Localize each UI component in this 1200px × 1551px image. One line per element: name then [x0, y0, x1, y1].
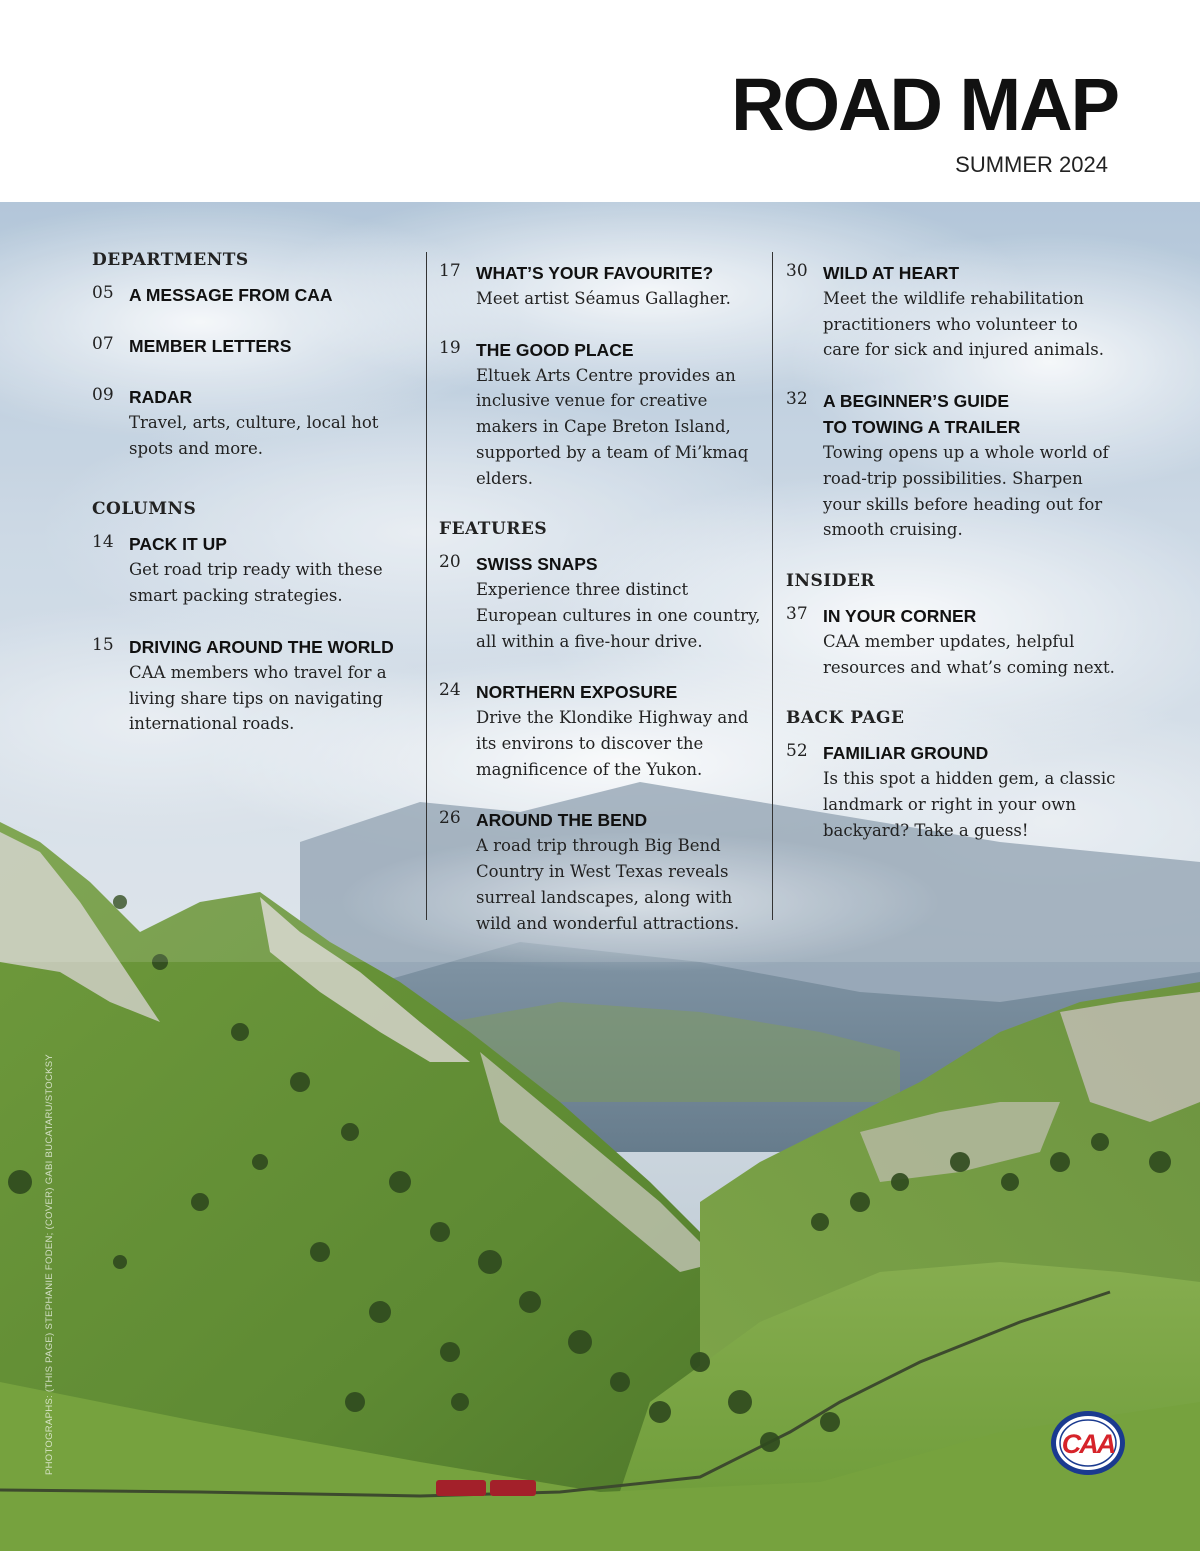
toc-entry[interactable] — [92, 333, 412, 359]
toc-entry[interactable] — [439, 337, 769, 492]
entry-description: Eltuek Arts Centre provides an inclusive venue for creative makers in Cape Breton Island, supported by a team of Mi’kmaq elders. — [476, 365, 749, 488]
section-unlabeled — [439, 260, 769, 491]
toc-entry[interactable] — [92, 282, 412, 308]
entry-title: MEMBER LETTERS — [129, 336, 292, 356]
page-number: 14 — [92, 532, 114, 553]
entry-title: DRIVING AROUND THE WORLD — [129, 636, 394, 657]
page-number: 05 — [92, 283, 114, 303]
section-insider — [786, 571, 1116, 680]
toc-column-2 — [439, 260, 769, 961]
entry-description: Travel, arts, culture, local hot spots and more. — [129, 413, 379, 458]
section-heading: BACK PAGE — [786, 708, 905, 729]
photo-credit: PHOTOGRAPHS: (THIS PAGE) STEPHANIE FODEN; (COVER) GABI BUCATARU/STOCKSY — [44, 1053, 55, 1475]
entry-description: Is this spot a hidden gem, a classic landmark or right in your own backyard? Take a guess! — [823, 769, 1116, 840]
entry-description: A road trip through Big Bend Country in West Texas reveals surreal landscapes, along with wild and wonderful attractions. — [476, 836, 740, 933]
section-departments — [92, 250, 412, 461]
toc-column-1 — [92, 250, 412, 762]
toc-entry[interactable] — [92, 634, 412, 737]
entry-description: Get road trip ready with these smart packing strategies. — [129, 560, 383, 606]
entry-title: RADAR — [129, 387, 193, 407]
section-heading: DEPARTMENTS — [92, 250, 249, 270]
entry-title: WHAT’S YOUR FAVOURITE? — [476, 263, 714, 283]
toc-entry[interactable] — [439, 551, 769, 654]
toc-entry[interactable] — [786, 388, 1116, 543]
entry-title: FAMILIAR GROUND — [823, 743, 989, 764]
page-number: 52 — [786, 741, 808, 762]
entry-title: NORTHERN EXPOSURE — [476, 682, 678, 703]
toc-entry[interactable] — [439, 260, 769, 312]
page-number: 30 — [786, 261, 808, 281]
issue-date: SUMMER 2024 — [955, 152, 1108, 177]
entry-description: CAA members who travel for a living share tips on navigating international roads. — [129, 662, 387, 734]
entry-description: Meet artist Séamus Gallagher. — [476, 289, 731, 308]
entry-title: A BEGINNER’S GUIDE TO TOWING A TRAILER — [823, 391, 1021, 438]
entry-description: Towing opens up a whole world of road-trip possibilities. Sharpen your skills before heading out for smooth cruising. — [823, 443, 1109, 540]
entry-title: A MESSAGE FROM CAA — [129, 285, 333, 305]
column-divider-1 — [426, 252, 427, 920]
page-number: 24 — [439, 680, 461, 701]
page-header — [0, 0, 1200, 202]
page-number: 17 — [439, 261, 461, 281]
logo-text: CAA — [1061, 1429, 1115, 1459]
section-heading: COLUMNS — [92, 499, 197, 520]
toc-entry[interactable] — [786, 260, 1116, 363]
page-number: 09 — [92, 385, 114, 405]
toc-entry[interactable] — [92, 384, 412, 461]
page-number: 20 — [439, 552, 461, 573]
toc-entry[interactable] — [786, 740, 1116, 843]
section-columns — [92, 499, 412, 737]
entry-title: WILD AT HEART — [823, 263, 960, 283]
entry-title: THE GOOD PLACE — [476, 339, 634, 360]
page-number: 15 — [92, 634, 114, 655]
section-unlabeled — [786, 260, 1116, 543]
section-heading: INSIDER — [786, 570, 876, 591]
entry-title: SWISS SNAPS — [476, 554, 598, 575]
entry-description: Drive the Klondike Highway and its environs to discover the magnificence of the Yukon. — [476, 708, 749, 779]
section-back-page — [786, 708, 1116, 843]
toc-entry[interactable] — [439, 807, 769, 936]
toc-entry[interactable] — [92, 531, 412, 608]
page-number: 26 — [439, 808, 461, 829]
page-number: 19 — [439, 337, 461, 358]
page-number: 32 — [786, 389, 808, 410]
toc-column-3 — [786, 260, 1116, 868]
entry-description: CAA member updates, helpful resources and what’s coming next. — [823, 631, 1115, 677]
entry-title: PACK IT UP — [129, 534, 227, 555]
page-title: ROAD MAP — [731, 63, 1118, 146]
entry-title: IN YOUR CORNER — [823, 605, 977, 626]
entry-description: Experience three distinct European cultures in one country, all within a five-hour drive. — [476, 580, 761, 651]
entry-description: Meet the wildlife rehabilitation practitioners who volunteer to care for sick and injured animals. — [823, 289, 1104, 360]
page-number: 07 — [92, 334, 114, 354]
caa-logo — [1050, 1410, 1126, 1476]
section-heading: FEATURES — [439, 519, 548, 540]
entry-title: AROUND THE BEND — [476, 810, 648, 831]
page-number: 37 — [786, 603, 808, 624]
section-features — [439, 519, 769, 936]
toc-entry[interactable] — [786, 603, 1116, 680]
toc-entry[interactable] — [439, 679, 769, 782]
column-divider-2 — [772, 252, 773, 920]
